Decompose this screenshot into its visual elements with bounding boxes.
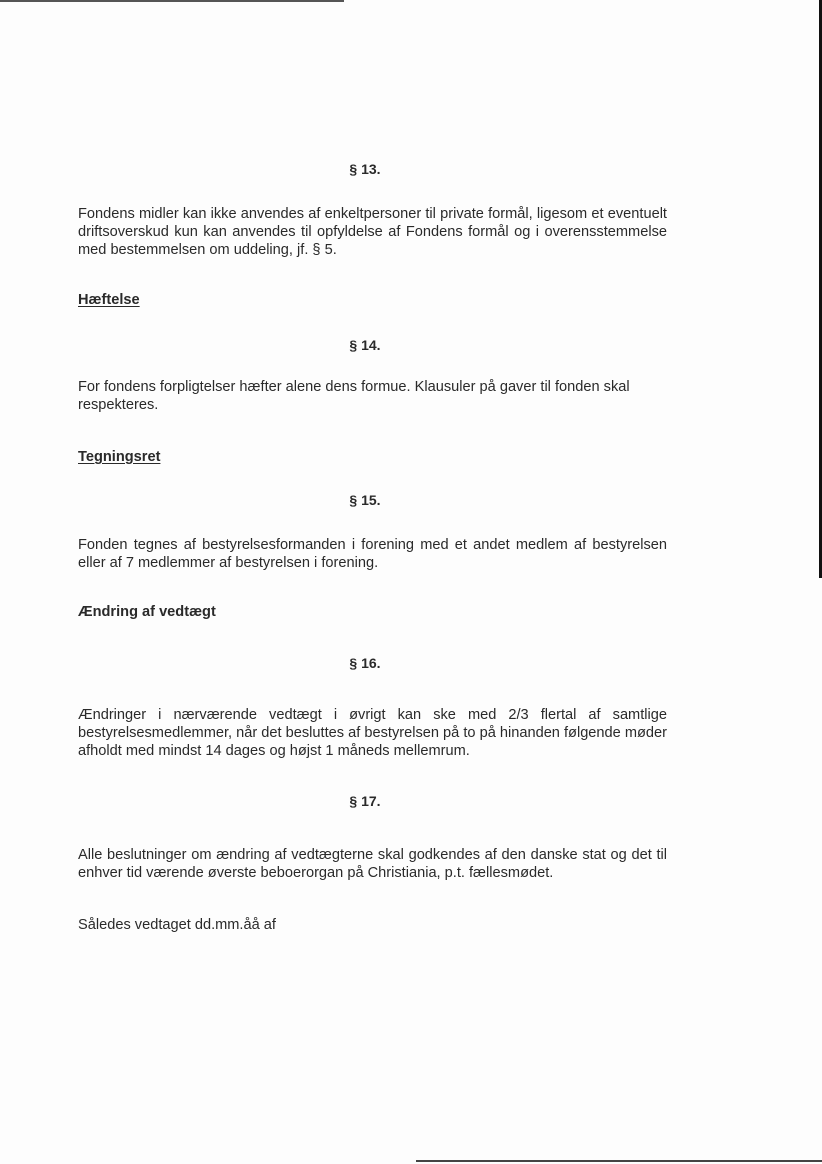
closing-text: Således vedtaget dd.mm.åå af: [78, 917, 276, 933]
heading-tegningsret: Tegningsret: [78, 449, 161, 465]
section-14-number: § 14.: [349, 337, 381, 353]
scan-edge-bottom: [416, 1160, 822, 1162]
heading-haeftelse: Hæftelse: [78, 292, 140, 308]
section-16-text: Ændringer i nærværende vedtægt i øvrigt kan ske med 2/3 flertal af samtlige bestyrelsesmedlemmer, når det besluttes af bestyrelsen på to på hinanden følgende møder afholdt med mindst 14 dages og højst 1 måneds mellemrum.: [78, 707, 667, 759]
section-15-number: § 15.: [349, 492, 381, 508]
section-13-number: § 13.: [349, 161, 381, 177]
section-15-text: Fonden tegnes af bestyrelsesformanden i forening med et andet medlem af bestyrelsen eller af 7 medlemmer af bestyrelsen i forening.: [78, 537, 667, 571]
section-13-text: Fondens midler kan ikke anvendes af enkeltpersoner til private formål, ligesom et eventuelt driftsoverskud kun kan anvendes til opfyldelse af Fondens formål og i overensstemmelse med bestemmelsen om uddeling, jf. § 5.: [78, 206, 667, 258]
scan-edge-top: [0, 0, 344, 2]
section-14-text: For fondens forpligtelser hæfter alene dens formue. Klausuler på gaver til fonden skal respekteres.: [78, 379, 630, 413]
section-17-text: Alle beslutninger om ændring af vedtægterne skal godkendes af den danske stat og det til enhver tid værende øverste beboerorgan på Christiania, p.t. fællesmødet.: [78, 847, 667, 881]
section-17-number: § 17.: [349, 793, 381, 809]
heading-aendring-af-vedtaegt: Ændring af vedtægt: [78, 604, 216, 620]
section-16-number: § 16.: [349, 655, 381, 671]
